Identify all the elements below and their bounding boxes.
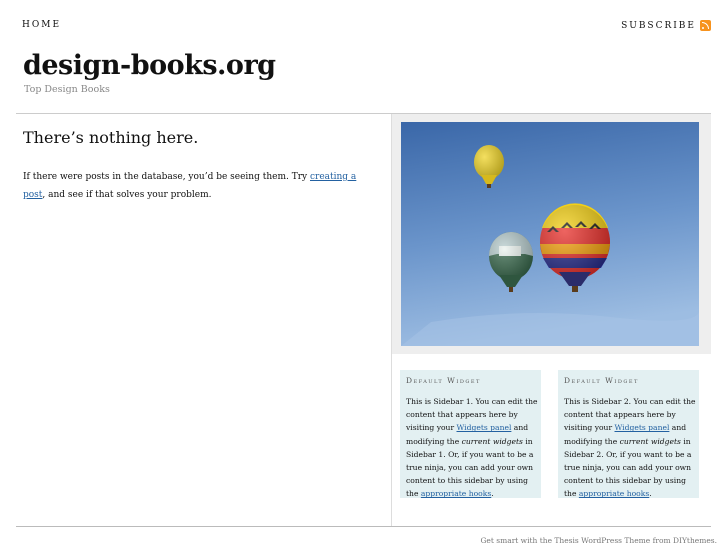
rss-icon xyxy=(700,20,711,31)
subscribe-label: SUBSCRIBE xyxy=(621,20,696,31)
sidebars xyxy=(392,114,711,526)
widget-title: Default Widget xyxy=(564,376,639,385)
nav-subscribe-link[interactable] xyxy=(621,20,711,31)
widget-text: This is Sidebar 1. You can edit the content that appears here by visiting your xyxy=(406,397,538,433)
footer-text: from xyxy=(650,536,673,545)
body-text-1: If there were posts in the database, you’d be seeing them. Try xyxy=(23,172,310,182)
widget-text: and modifying the xyxy=(564,423,687,446)
body-text-2: , and see if that solves your problem. xyxy=(42,190,212,200)
sidebar-1-widget xyxy=(400,370,541,498)
widget-text: . xyxy=(649,489,652,499)
appropriate-hooks-link[interactable]: appropriate hooks xyxy=(420,489,492,499)
widget-text: and modifying the xyxy=(406,423,529,446)
thesis-theme-link[interactable]: Thesis WordPress Theme xyxy=(554,536,651,545)
diythemes-link[interactable]: DIYthemes xyxy=(673,536,715,545)
image-box xyxy=(392,114,711,354)
widgets-panel-link[interactable]: Widgets panel xyxy=(456,423,512,433)
main-content xyxy=(16,114,392,526)
widget-emphasis: current widgets xyxy=(461,436,523,446)
nav-home-link[interactable]: HOME xyxy=(22,20,62,30)
site-title[interactable]: design-books.org xyxy=(23,50,276,81)
creating-post-link[interactable]: creating a post xyxy=(23,172,357,200)
widget-emphasis: current widgets xyxy=(619,436,681,446)
widget-title: Default Widget xyxy=(406,376,481,385)
widget-text: . xyxy=(491,489,494,499)
footer-text: Get smart with the xyxy=(480,536,555,545)
post-body xyxy=(23,168,381,204)
widget-text: This is Sidebar 2. You can edit the content that appears here by visiting your xyxy=(564,397,696,433)
top-navigation xyxy=(0,0,727,40)
sidebar-2-widget xyxy=(558,370,699,498)
footer-divider xyxy=(16,526,711,527)
widgets-panel-link[interactable]: Widgets panel xyxy=(614,423,670,433)
widget-text: in Sidebar 2. Or, if you want to be a true ninja, you can add your own content to this sidebar by using the xyxy=(564,436,692,499)
site-tagline: Top Design Books xyxy=(24,84,110,95)
hot-air-balloons-photo xyxy=(401,122,699,346)
widget-text: in Sidebar 1. Or, if you want to be a true ninja, you can add your own content to this sidebar by using the xyxy=(406,436,534,499)
widget-body xyxy=(406,395,540,501)
post-heading: There’s nothing here. xyxy=(23,128,199,147)
widget-body xyxy=(564,395,698,501)
appropriate-hooks-link[interactable]: appropriate hooks xyxy=(578,489,650,499)
footer-text: . xyxy=(714,536,717,545)
footer xyxy=(480,536,717,545)
